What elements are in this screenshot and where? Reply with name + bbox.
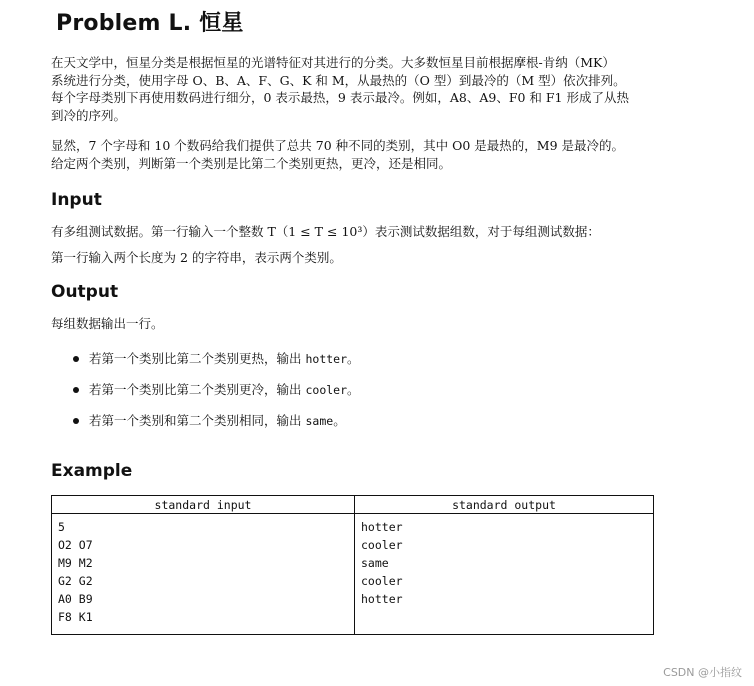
input-line: 第一行输入两个长度为 2 的字符串，表示两个类别。 xyxy=(51,250,342,265)
problem-title: Problem L. 恒星 xyxy=(56,11,244,36)
output-line: 每组数据输出一行。 xyxy=(51,316,164,331)
input-description xyxy=(51,223,716,241)
bullet-dot-icon xyxy=(73,418,79,424)
output-sample-line: hotter xyxy=(361,520,403,534)
input-sample-line: G2 G2 xyxy=(58,574,93,588)
bullet-item xyxy=(51,412,360,443)
output-sample-line: same xyxy=(361,556,389,570)
standard-input-cell xyxy=(52,514,355,635)
input-sample-line: F8 K1 xyxy=(58,610,93,624)
input-sample-line: M9 M2 xyxy=(58,556,93,570)
bullet-code: same xyxy=(305,414,334,428)
bullet-text: 若第一个类别比第二个类别更冷，输出 xyxy=(89,382,306,397)
csdn-watermark: CSDN @小指纹 xyxy=(663,666,742,679)
example-heading: Example xyxy=(51,461,133,481)
statement-line: 到冷的序列。 xyxy=(51,107,127,123)
output-heading: Output xyxy=(51,282,119,302)
standard-output-header: standard output xyxy=(355,496,654,514)
bullet-text: 若第一个类别比第二个类别更热，输出 xyxy=(89,351,306,366)
bullet-item xyxy=(51,350,360,381)
bullet-end: 。 xyxy=(347,382,360,397)
input-heading: Input xyxy=(51,190,102,210)
example-table xyxy=(51,495,654,635)
bullet-end: 。 xyxy=(347,351,360,366)
input-sample-line: O2 O7 xyxy=(58,538,93,552)
output-sample-line: cooler xyxy=(361,574,403,588)
output-bullet-list xyxy=(51,350,360,443)
bullet-text: 若第一个类别和第二个类别相同，输出 xyxy=(89,413,306,428)
statement-paragraph-2 xyxy=(51,137,716,172)
bullet-end: 。 xyxy=(333,413,346,428)
output-description xyxy=(51,315,716,333)
bullet-dot-icon xyxy=(73,356,79,362)
bullet-code: cooler xyxy=(305,383,348,397)
standard-input-header: standard input xyxy=(52,496,355,514)
bullet-code: hotter xyxy=(305,352,348,366)
input-sample-line: A0 B9 xyxy=(58,592,93,606)
input-line: 有多组测试数据。第一行输入一个整数 T（1 ≤ T ≤ 10³）表示测试数据组数，对于每组测试数据： xyxy=(51,224,600,239)
statement-line: 系统进行分类，使用字母 O、B、A、F、G、K 和 M，从最热的（O 型）到最冷的（M 型）依次排列。 xyxy=(51,72,626,88)
statement-line: 每个字母类别下再使用数码进行细分，0 表示最热，9 表示最冷。例如，A8、A9、F0 和 F1 形成了从热 xyxy=(51,90,629,106)
standard-output-cell xyxy=(355,514,654,635)
input-sample-line: 5 xyxy=(58,520,65,534)
statement-line: 显然，7 个字母和 10 个数码给我们提供了总共 70 种不同的类别，其中 O0 是最热的，M9 是最冷的。 xyxy=(51,138,625,153)
bullet-item xyxy=(51,381,360,412)
output-sample-line: cooler xyxy=(361,538,403,552)
output-sample-line: hotter xyxy=(361,592,403,606)
statement-line: 在天文学中，恒星分类是根据恒星的光谱特征对其进行的分类。大多数恒星目前根据摩根-肯纳（MK） xyxy=(51,55,615,70)
statement-line: 给定两个类别，判断第一个类别是比第二个类别更热，更冷，还是相同。 xyxy=(51,155,452,171)
bullet-dot-icon xyxy=(73,387,79,393)
input-description-2 xyxy=(51,249,716,267)
statement-paragraph-1 xyxy=(51,54,716,124)
